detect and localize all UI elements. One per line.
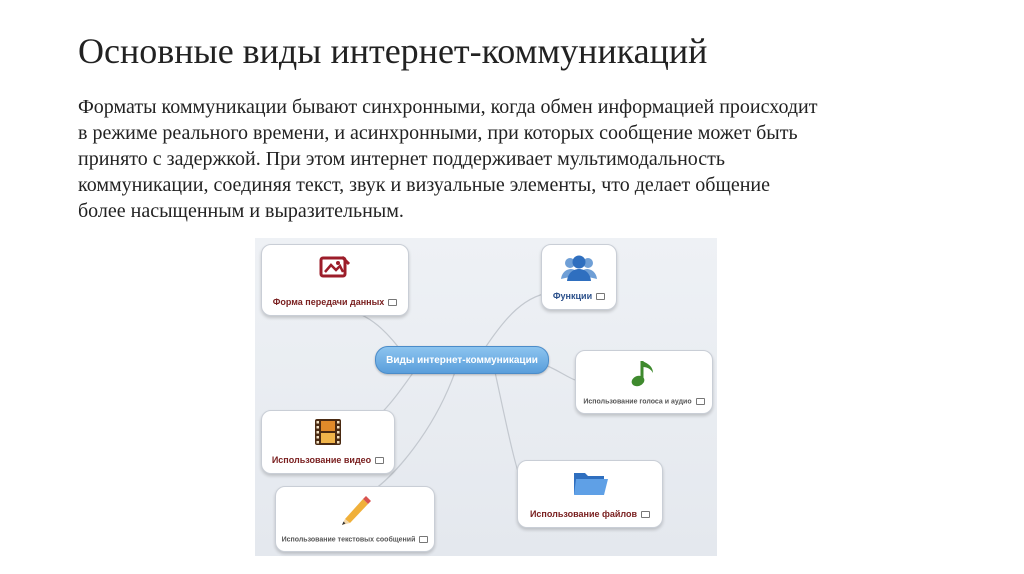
node-functions xyxy=(541,244,617,310)
slide-paragraph xyxy=(78,94,958,224)
attachment-icon xyxy=(419,536,428,543)
paragraph-line: более насыщенным и выразительным. xyxy=(78,200,404,222)
mind-map-center-node: Виды интернет-коммуникации xyxy=(375,346,549,374)
attachment-icon xyxy=(388,299,397,306)
node-data-transfer-form xyxy=(261,244,409,316)
node-label: Форма передачи данных xyxy=(272,297,385,307)
node-voice-audio xyxy=(575,350,713,414)
paragraph-line: принято с задержкой. При этом интернет поддерживает мультимодальность xyxy=(78,148,726,170)
attachment-icon xyxy=(696,398,705,405)
node-video xyxy=(261,410,395,474)
node-label: Функции xyxy=(552,291,593,301)
pencil-icon xyxy=(337,493,373,525)
music-note-icon xyxy=(629,357,659,389)
node-text-messages xyxy=(275,486,435,552)
attachment-icon xyxy=(596,293,605,300)
folder-icon xyxy=(570,467,610,499)
node-label: Использование файлов xyxy=(529,509,638,519)
image-broken-icon xyxy=(318,255,352,281)
attachment-icon xyxy=(375,457,384,464)
users-icon xyxy=(559,253,599,281)
mind-map-diagram xyxy=(255,238,717,556)
node-label: Использование голоса и аудио xyxy=(583,398,692,405)
slide-title: Основные виды интернет-коммуникаций xyxy=(78,31,708,71)
paragraph-line: коммуникации, соединяя текст, звук и визуальные элементы, что делает общение xyxy=(78,174,771,196)
node-files xyxy=(517,460,663,528)
node-label: Использование текстовых сообщений xyxy=(281,536,416,543)
node-label: Использование видео xyxy=(271,455,372,465)
attachment-icon xyxy=(641,511,650,518)
film-strip-icon xyxy=(313,417,343,447)
paragraph-line: в режиме реального времени, и асинхронными, при которых сообщение может быть xyxy=(78,122,798,144)
paragraph-line: Форматы коммуникации бывают синхронными, когда обмен информацией происходит xyxy=(78,96,818,118)
